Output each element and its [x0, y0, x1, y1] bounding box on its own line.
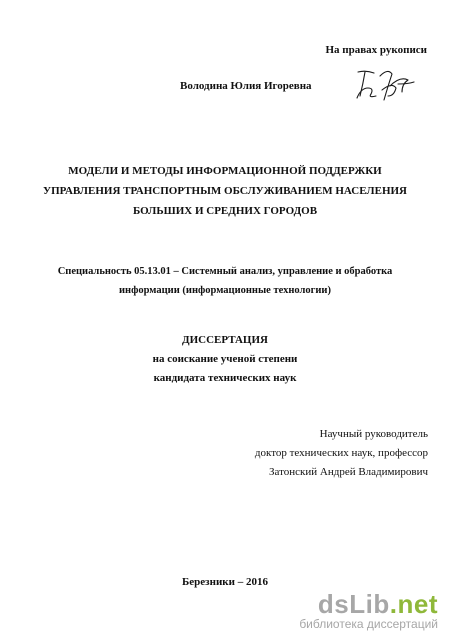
title-line: МОДЕЛИ И МЕТОДЫ ИНФОРМАЦИОННОЙ ПОДДЕРЖКИ: [68, 165, 382, 177]
specialty-line: Специальность 05.13.01 – Системный анализ, управление и обработка: [57, 266, 393, 277]
degree-line: на соискание ученой степени: [152, 353, 298, 365]
title-line: УПРАВЛЕНИЯ ТРАНСПОРТНЫМ ОБСЛУЖИВАНИЕМ НАСЕЛЕНИЯ: [43, 185, 407, 197]
place-year: Березники – 2016: [182, 576, 268, 588]
watermark-logo: dsLib.net: [317, 589, 438, 619]
watermark-subtitle: библиотека диссертаций: [299, 617, 438, 631]
rights-label: На правах рукописи: [325, 44, 427, 56]
dslib-watermark: [299, 591, 438, 631]
degree-line: кандидата технических наук: [153, 372, 297, 384]
specialty-line: информации (информационные технологии): [119, 285, 331, 296]
supervisor-role: Научный руководитель: [319, 428, 428, 440]
author-name: Володина Юлия Игоревна: [180, 80, 312, 92]
specialty: [0, 264, 450, 298]
supervisor-degree: доктор технических наук, профессор: [254, 447, 428, 459]
supervisor-block: [255, 427, 428, 480]
degree-type: ДИССЕРТАЦИЯ: [182, 334, 268, 346]
signature-image: [352, 66, 416, 104]
dissertation-title: [0, 164, 450, 219]
degree-block: [0, 333, 450, 386]
supervisor-name: Затонский Андрей Владимирович: [268, 466, 428, 478]
title-line: БОЛЬШИХ И СРЕДНИХ ГОРОДОВ: [132, 205, 318, 217]
